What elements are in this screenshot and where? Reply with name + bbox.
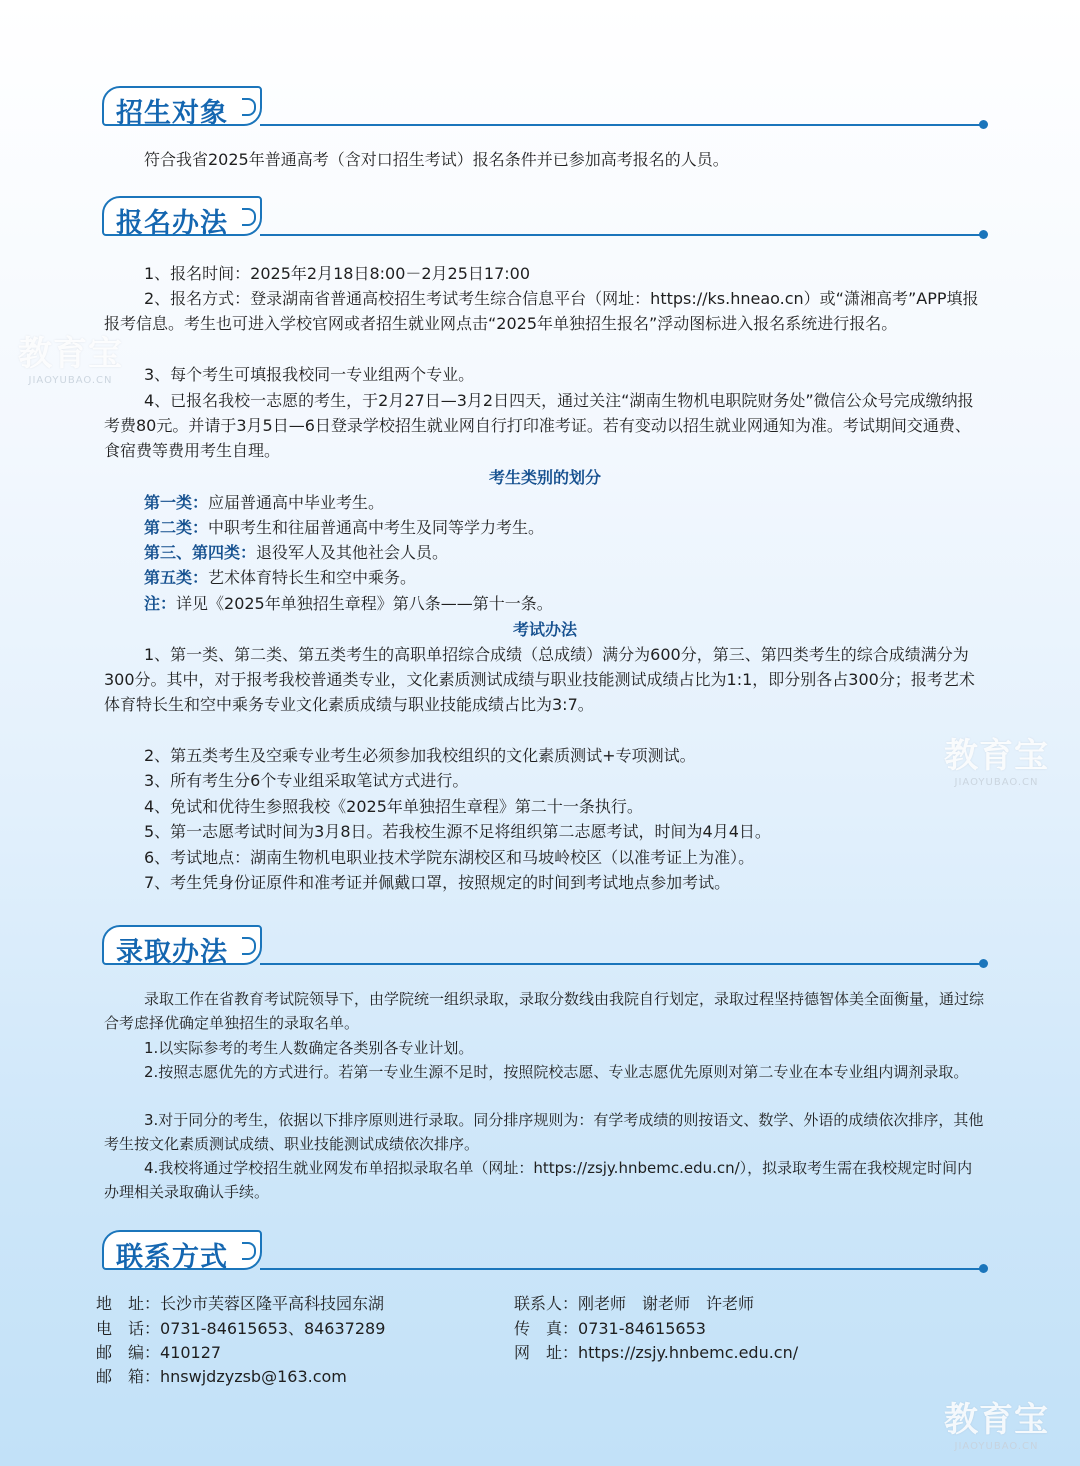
section-tab <box>102 196 262 239</box>
hook-decoration-icon <box>242 98 256 116</box>
section-title: 联系方式 <box>116 1242 228 1273</box>
admission-item: 1.以实际参考的考生人数确定各类别各专业计划。 <box>144 1039 474 1057</box>
divider-line <box>260 234 982 236</box>
category-label: 注： <box>144 594 177 613</box>
section-title: 录取办法 <box>116 937 228 968</box>
contact-value[interactable]: hnswjdzyzsb@163.com <box>160 1367 347 1386</box>
exam-item: 1、第一类、第二类、第五类考生的高职单招综合成绩（总成绩）满分为600分，第三、第四类考生的综合成绩满分为300分。其中，对于报考我校普通类专业，文化素质测试成绩与职业技能测试成绩占比为1:1，即分别各占300分；报考艺术体育特长生和空中乘务专业文化素质成绩与职业技能成绩占比为3:7。 <box>104 645 975 714</box>
section-header-registration <box>102 196 982 240</box>
category-label: 第一类： <box>144 493 209 512</box>
dot-decoration-icon <box>979 1264 988 1273</box>
contact-label: 传 真： <box>514 1319 579 1338</box>
contact-email <box>96 1365 347 1389</box>
section-title: 报名办法 <box>116 208 228 239</box>
category-item <box>144 565 416 590</box>
dot-decoration-icon <box>979 120 988 129</box>
contact-value: 410127 <box>160 1343 222 1362</box>
section-header-target <box>102 86 982 130</box>
watermark-text: 教育宝 <box>944 736 1049 776</box>
exam-item: 7、考生凭身份证原件和准考证并佩戴口罩，按照规定的时间到考试地点参加考试。 <box>144 873 731 892</box>
target-text: 符合我省2025年普通高考（含对口招生考试）报名条件并已参加高考报名的人员。 <box>144 150 729 169</box>
category-item <box>144 515 544 540</box>
section-tab <box>102 86 262 129</box>
exam-subtitle: 考试办法 <box>512 620 577 639</box>
section-tab <box>102 1230 262 1273</box>
exam-item: 6、考试地点：湖南生物机电职业技术学院东湖校区和马坡岭校区（以准考证上为准）。 <box>144 848 755 867</box>
hook-decoration-icon <box>242 208 256 226</box>
watermark-subtext: JIAOYUBAO.CN <box>954 1441 1039 1452</box>
admission-item: 3.对于同分的考生，依据以下排序原则进行录取。同分排序规则为：有学考成绩的则按语文、数学、外语的成绩依次排序，其他考生按文化素质测试成绩、职业技能测试成绩依次排序。 <box>104 1111 984 1153</box>
registration-item: 2、报名方式：登录湖南省普通高校招生考试考生综合信息平台（网址：https://ks.hneao.cn）或“潇湘高考”APP填报报考信息。考生也可进入学校官网或者招生就业网点击“2025年单独招生报名”浮动图标进入报名系统进行报名。 <box>104 289 979 333</box>
watermark-subtext: JIAOYUBAO.CN <box>28 375 113 386</box>
category-text: 退役军人及其他社会人员。 <box>256 543 449 562</box>
contact-value: 长沙市芙蓉区隆平高科技园东湖 <box>160 1294 385 1313</box>
registration-item: 1、报名时间：2025年2月18日8:00－2月25日17:00 <box>144 264 531 283</box>
hook-decoration-icon <box>242 1242 256 1260</box>
watermark-text: 教育宝 <box>944 1400 1049 1440</box>
contact-label: 网 址： <box>514 1343 579 1362</box>
category-note <box>144 591 553 616</box>
section-tab <box>102 925 262 968</box>
contact-website <box>514 1341 798 1365</box>
watermark-subtext: JIAOYUBAO.CN <box>954 777 1039 788</box>
contact-person <box>514 1292 754 1316</box>
dot-decoration-icon <box>979 230 988 239</box>
category-item <box>144 490 384 515</box>
contact-value[interactable]: https://zsjy.hnbemc.edu.cn/ <box>578 1343 799 1362</box>
category-text: 应届普通高中毕业考生。 <box>208 493 385 512</box>
category-label: 第五类： <box>144 568 209 587</box>
exam-item: 2、第五类考生及空乘专业考生必须参加我校组织的文化素质测试+专项测试。 <box>144 746 696 765</box>
watermark-logo <box>944 728 1049 788</box>
contact-value: 刚老师 谢老师 许老师 <box>578 1294 755 1313</box>
registration-item: 4、已报名我校一志愿的考生，于2月27日—3月2日四天，通过关注“湖南生物机电职院财务处”微信公众号完成缴纳报考费80元。并请于3月5日—6日登录学校招生就业网自行打印准考证。若有变动以招生就业网通知为准。考试期间交通费、食宿费等费用考生自理。 <box>104 391 974 460</box>
exam-item: 4、免试和优待生参照我校《2025年单独招生章程》第二十一条执行。 <box>144 797 643 816</box>
category-item <box>144 540 448 565</box>
category-text: 中职考生和往届普通高中考生及同等学力考生。 <box>208 518 545 537</box>
admission-item: 2.按照志愿优先的方式进行。若第一专业生源不足时，按照院校志愿、专业志愿优先原则对第二专业在本专业组内调剂录取。 <box>144 1063 969 1081</box>
watermark-text: 教育宝 <box>18 334 123 374</box>
dot-decoration-icon <box>979 959 988 968</box>
contact-value: 0731-84615653、84637289 <box>160 1319 386 1338</box>
hook-decoration-icon <box>242 937 256 955</box>
section-title: 招生对象 <box>116 98 228 129</box>
section-header-contact <box>102 1230 982 1274</box>
category-label: 第三、第四类： <box>144 543 257 562</box>
category-label: 第二类： <box>144 518 209 537</box>
category-text: 艺术体育特长生和空中乘务。 <box>208 568 417 587</box>
divider-line <box>260 963 982 965</box>
contact-label: 地 址： <box>96 1294 161 1313</box>
category-text: 详见《2025年单独招生章程》第八条——第十一条。 <box>176 594 553 613</box>
contact-fax <box>514 1317 706 1341</box>
exam-item: 5、第一志愿考试时间为3月8日。若我校生源不足将组织第二志愿考试，时间为4月4日。 <box>144 822 771 841</box>
contact-phone <box>96 1317 385 1341</box>
contact-label: 电 话： <box>96 1319 161 1338</box>
section-header-admission <box>102 925 982 969</box>
contact-value: 0731-84615653 <box>578 1319 706 1338</box>
watermark-logo <box>18 326 123 386</box>
registration-item: 3、每个考生可填报我校同一专业组两个专业。 <box>144 365 475 384</box>
contact-label: 邮 箱： <box>96 1367 161 1386</box>
contact-postcode <box>96 1341 221 1365</box>
contact-label: 邮 编： <box>96 1343 161 1362</box>
contact-address <box>96 1292 384 1316</box>
category-subtitle: 考生类别的划分 <box>488 468 601 487</box>
admission-item: 4.我校将通过学校招生就业网发布单招拟录取名单（网址：https://zsjy.hnbemc.edu.cn/），拟录取考生需在我校规定时间内办理相关录取确认手续。 <box>104 1159 973 1201</box>
divider-line <box>260 1268 982 1270</box>
contact-label: 联系人： <box>514 1294 579 1313</box>
watermark-logo <box>944 1392 1049 1452</box>
divider-line <box>260 124 982 126</box>
exam-item: 3、所有考生分6个专业组采取笔试方式进行。 <box>144 771 469 790</box>
admission-intro: 录取工作在省教育考试院领导下，由学院统一组织录取，录取分数线由我院自行划定，录取过程坚持德智体美全面衡量，通过综合考虑择优确定单独招生的录取名单。 <box>104 990 985 1032</box>
